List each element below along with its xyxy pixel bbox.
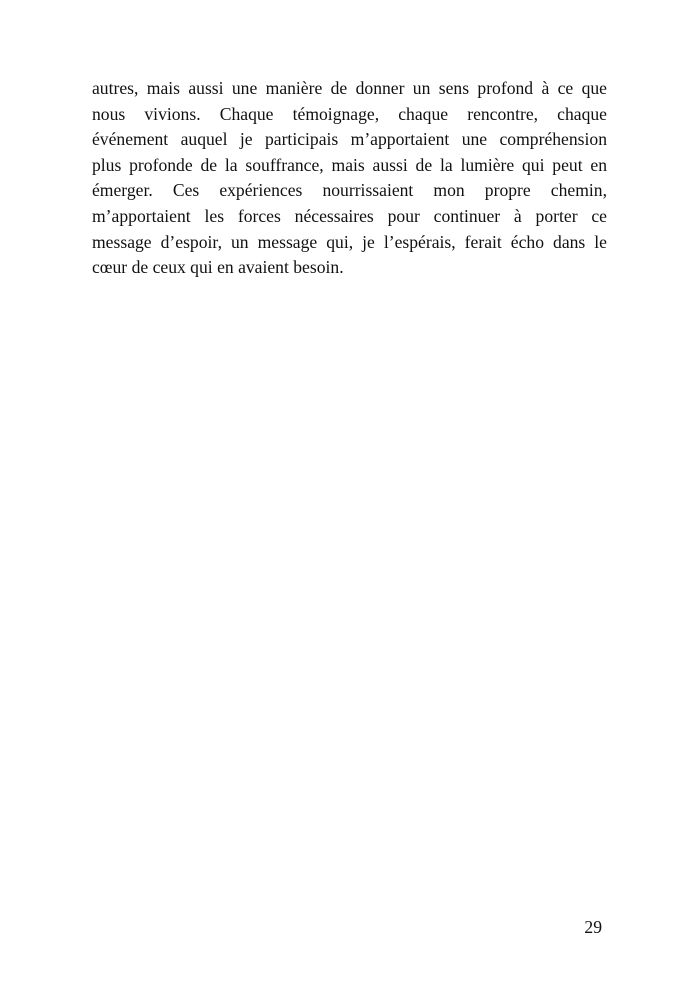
paragraph-line: événement auquel je participais m’apportaient une compréhension xyxy=(92,129,607,150)
paragraph-line: m’apportaient les forces nécessaires pour continuer à porter ce xyxy=(92,205,607,226)
paragraph-line: émerger. Ces expériences nourrissaient mon propre chemin, xyxy=(92,180,607,201)
paragraph-line: cœur de ceux qui en avaient besoin. xyxy=(92,257,344,278)
paragraph-line: nous vivions. Chaque témoignage, chaque rencontre, chaque xyxy=(92,103,607,124)
paragraph-line: autres, mais aussi une manière de donner un sens profond à ce que xyxy=(92,78,607,98)
body-paragraph xyxy=(92,76,607,281)
paragraph-line: message d’espoir, un message qui, je l’espérais, ferait écho dans le xyxy=(92,231,607,252)
paragraph-line: plus profonde de la souffrance, mais aussi de la lumière qui peut en xyxy=(92,154,607,175)
page-number: 29 xyxy=(584,917,602,937)
